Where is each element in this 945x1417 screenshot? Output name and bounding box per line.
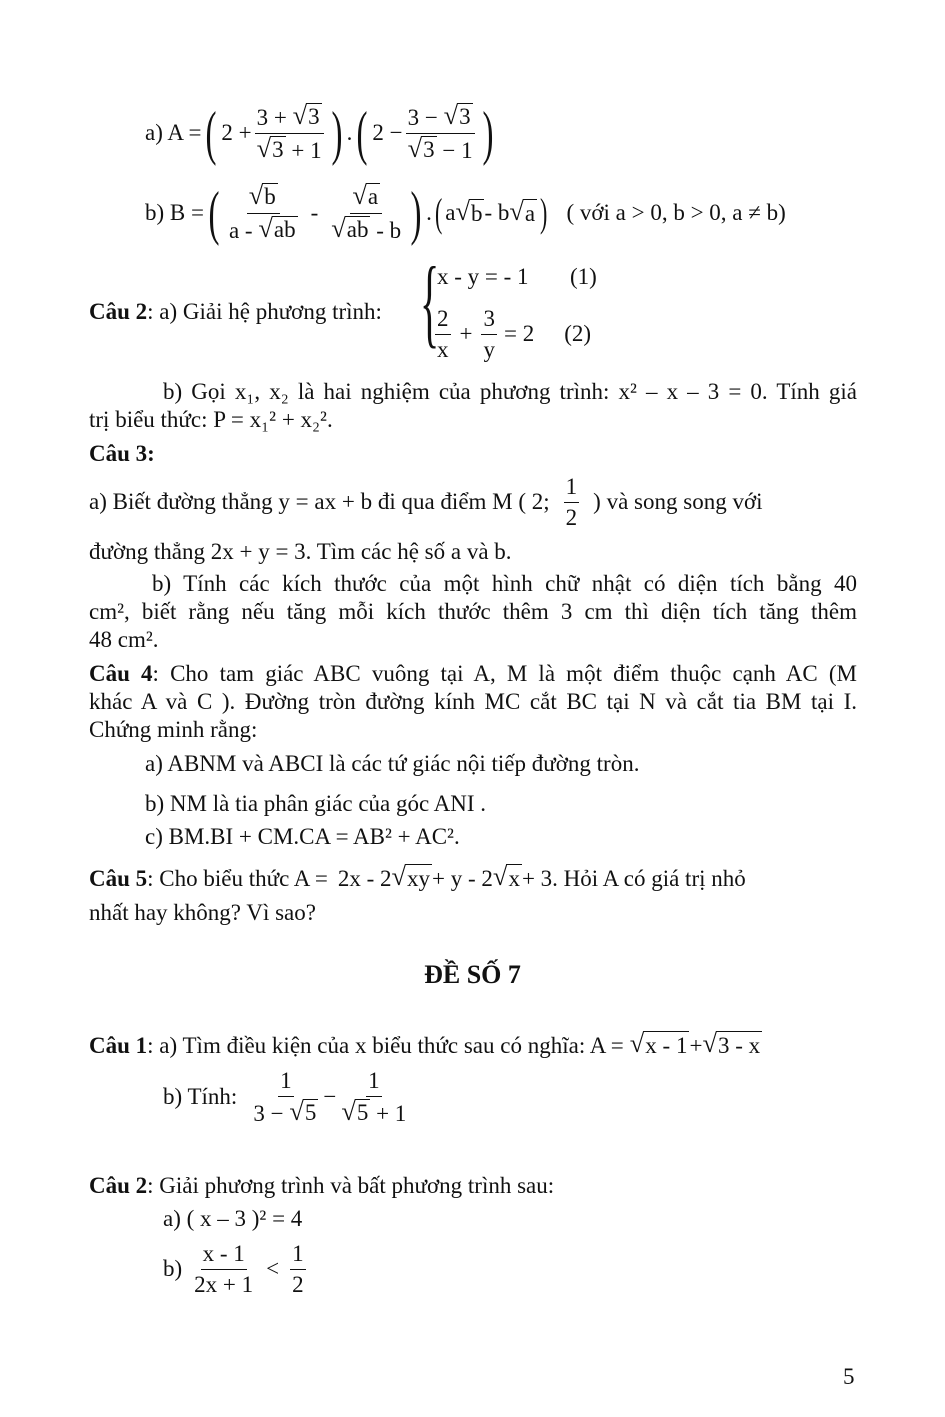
q3-prev-b-line3: 48 cm². — [89, 627, 159, 652]
exam-heading: ĐỀ SỐ 7 — [424, 960, 521, 989]
q3-prev-a-line2: đường thẳng 2x + y = 3. Tìm các hệ số a và b. — [89, 539, 512, 564]
q2-new-a: a) ( x – 3 )² = 4 — [163, 1206, 303, 1231]
question-label: Câu 1 — [89, 1032, 148, 1058]
q3-prev-a-line1: a) Biết đường thẳng y = ax + b đi qua điểm M ( 2; $\frac{1}{2}$ ) và song song với — [89, 473, 763, 530]
q1-new-b-line: b) Tính: 1 3 − √ 5 − 1 √ 5 + 1 — [163, 1067, 407, 1126]
q2-new-line: Câu 2: Giải phương trình và bất phương trình sau: — [89, 1173, 555, 1198]
fraction: √ a √ ab - b — [331, 179, 402, 243]
fraction: 3 + √ 3 √ 3 + 1 — [256, 99, 322, 163]
question-label: Câu 5 — [89, 865, 148, 891]
q4-prev-line1: Câu 4: Cho tam giác ABC vuông tại A, M là một điểm thuộc cạnh AC (M — [89, 661, 857, 686]
expr-b-label: b) B = — [145, 200, 204, 225]
q1-new-a-line: Câu 1 : a) Tìm điều kiện của x biểu thức sau có nghĩa: A = √ x - 1 + √ 3 - x — [89, 1028, 761, 1058]
fraction: 3 − √ 3 √ 3 − 1 — [407, 99, 473, 163]
q2-prev-b-line2: trị biểu thức: P = x₁² + x₂². — [89, 407, 333, 432]
q2-prev-line: Câu 2: a) Giải hệ phương trình: — [89, 299, 382, 324]
q4-prev-line3: Chứng minh rằng: — [89, 717, 258, 742]
question-label: Câu 2 — [89, 1173, 148, 1198]
q3-prev-label-line: Câu 3: — [89, 441, 155, 466]
q2-new-b: b) $\frac{x - 1}{2x + 1}$ < $\frac{1}{2}$ — [163, 1240, 304, 1297]
q5-prev-line1: Câu 5 : Cho biểu thức A = 2x - 2 √ xy + y - 2 √ x + 3 . Hỏi A có giá trị nhỏ — [89, 861, 746, 891]
question-label: Câu 3 — [89, 441, 148, 466]
q3-prev-b-line2: cm², biết rằng nếu tăng mỗi kích thước thêm 3 cm thì diện tích tăng thêm — [89, 599, 857, 624]
q4-prev-line2: khác A và C ). Đường tròn đường kính MC cắt BC tại N và cắt tia BM tại I. — [89, 689, 857, 714]
q4-prev-a: a) ABNM và ABCI là các tứ giác nội tiếp đường tròn. — [145, 751, 640, 776]
system-eq1: x - y = - 1 (1) — [437, 264, 597, 289]
q4-prev-c: c) BM.BI + CM.CA = AB² + AC². — [145, 824, 460, 849]
q4-prev-b: b) NM là tia phân giác của góc ANI . — [145, 791, 487, 816]
page-number: 5 — [843, 1364, 855, 1389]
system-brace: { — [420, 246, 440, 357]
condition-text: ( với a > 0, b > 0, a ≠ b) — [566, 200, 786, 225]
question-label: Câu 4 — [89, 661, 153, 686]
q5-prev-line2: nhất hay không? Vì sao? — [89, 900, 316, 925]
expr-a-line: a) A = ( 2 + 3 + √ 3 √ 3 + 1 ) . ( 2 − 3 − √ 3 √ 3 − 1 ) — [145, 99, 494, 166]
q2-prev-b-line1: b) Gọi x₁, x₂ là hai nghiệm của phương trình: x² – x – 3 = 0. Tính giá — [163, 379, 857, 404]
expr-b-line: b) B = ( √ b a - √ ab - √ a √ ab - b ) . ( a √ b - b √ a ) ( với a > 0, b > 0, a ≠ b) — [145, 179, 786, 246]
q3-prev-b-line1: b) Tính các kích thước của một hình chữ nhật có diện tích bằng 40 — [152, 571, 857, 596]
question-label: Câu 2 — [89, 299, 148, 324]
fraction: √ b a - √ ab — [228, 179, 296, 243]
system-eq2: $\frac{2}{x}$ + $\frac{3}{y}$ = 2 (2) — [437, 305, 592, 362]
expr-a-label: a) A = — [145, 120, 202, 145]
